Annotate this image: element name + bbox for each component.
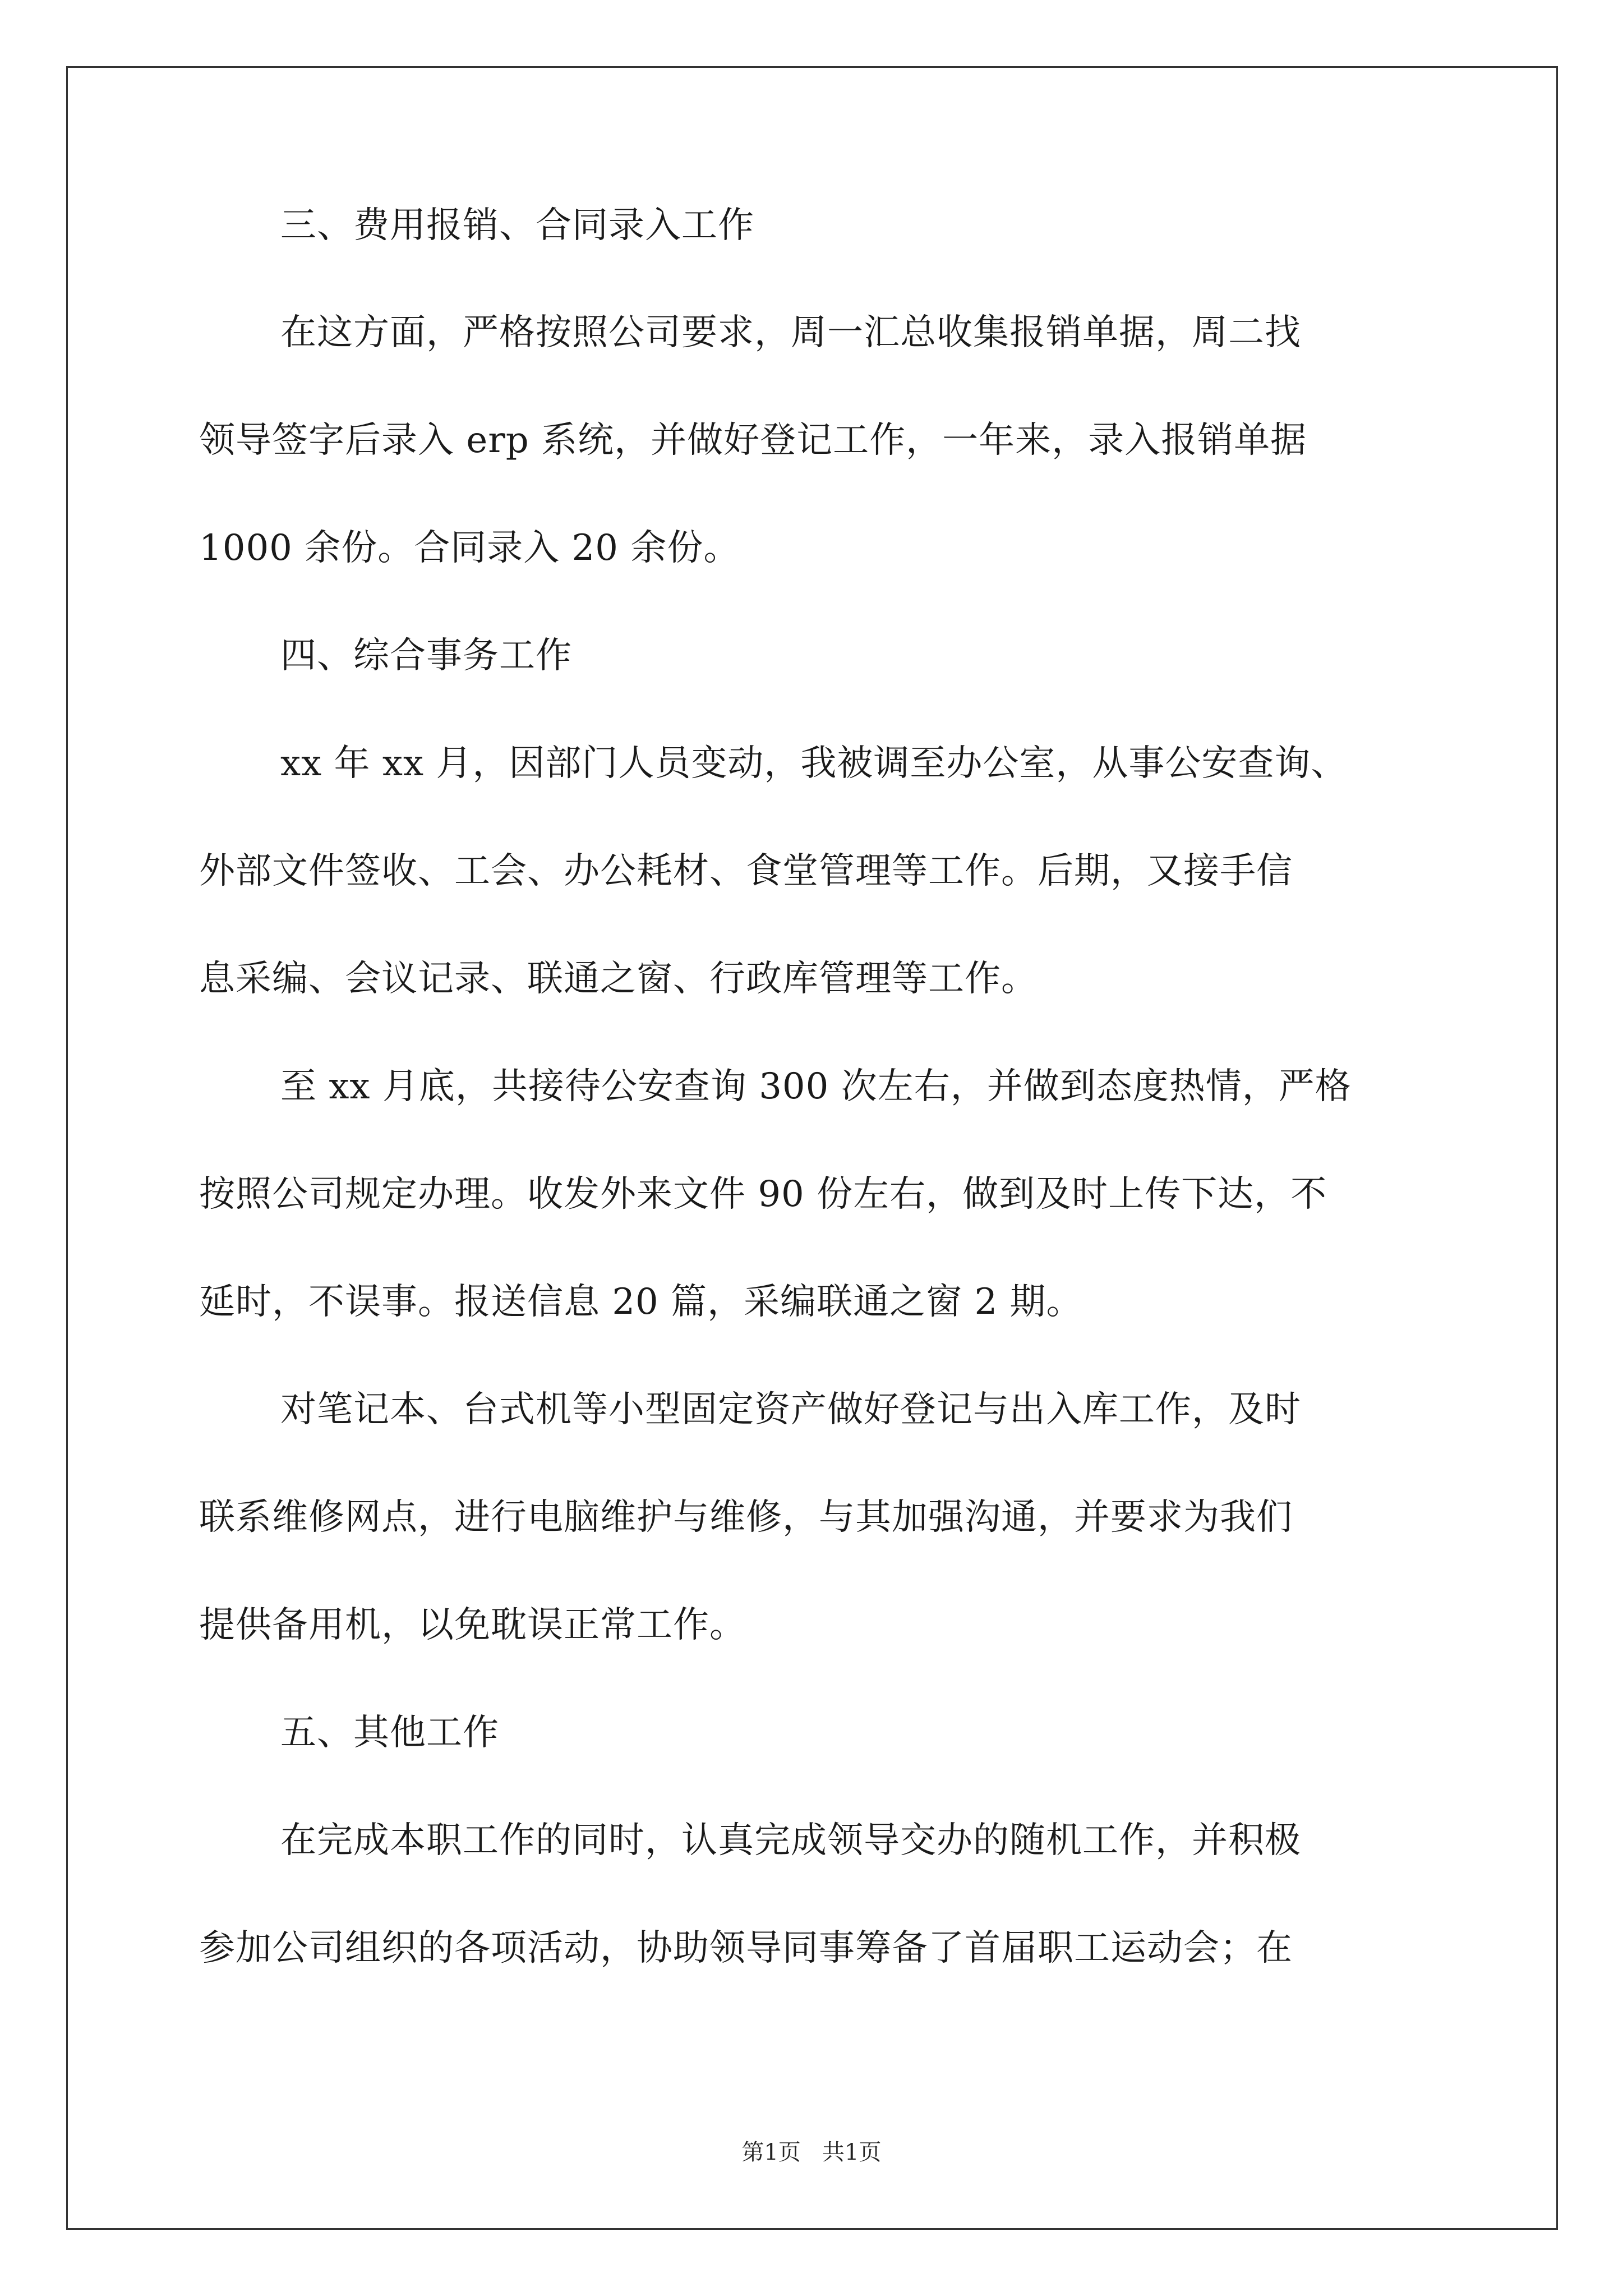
paragraph-line: 提供备用机，以免耽误正常工作。 [199,1604,746,1646]
section-heading-5: 五、其他工作 [280,1712,499,1754]
section-heading-4: 四、综合事务工作 [280,635,572,677]
paragraph-line: xx 年 xx 月，因部门人员变动，我被调至办公室，从事公安查询、 [280,743,1348,784]
paragraph-line: 领导签字后录入 erp 系统，并做好登记工作，一年来，录入报销单据 [199,420,1307,461]
page-number-footer: 第1页 共1页 [741,2139,882,2165]
paragraph-line: 对笔记本、台式机等小型固定资产做好登记与出入库工作，及时 [280,1389,1301,1430]
page-border [66,66,1558,2230]
paragraph-line: 在完成本职工作的同时，认真完成领导交办的随机工作，并积极 [280,1820,1301,1861]
paragraph-line: 外部文件签收、工会、办公耗材、食堂管理等工作。后期，又接手信 [199,850,1293,892]
paragraph-line: 在这方面，严格按照公司要求，周一汇总收集报销单据，周二找 [280,312,1301,353]
paragraph-line: 联系维修网点，进行电脑维护与维修，与其加强沟通，并要求为我们 [199,1497,1293,1538]
paragraph-line: 1000 余份。合同录入 20 余份。 [199,527,740,569]
paragraph-line: 按照公司规定办理。收发外来文件 90 份左右，做到及时上传下达，不 [199,1174,1327,1215]
paragraph-line: 至 xx 月底，共接待公安查询 300 次左右，并做到态度热情，严格 [280,1066,1352,1107]
paragraph-line: 息采编、会议记录、联通之窗、行政库管理等工作。 [199,958,1038,1000]
section-heading-3: 三、费用报销、合同录入工作 [280,205,754,246]
paragraph-line: 参加公司组织的各项活动，协助领导同事筹备了首届职工运动会；在 [199,1927,1293,1969]
paragraph-line: 延时，不误事。报送信息 20 篇，采编联通之窗 2 期。 [199,1281,1083,1323]
